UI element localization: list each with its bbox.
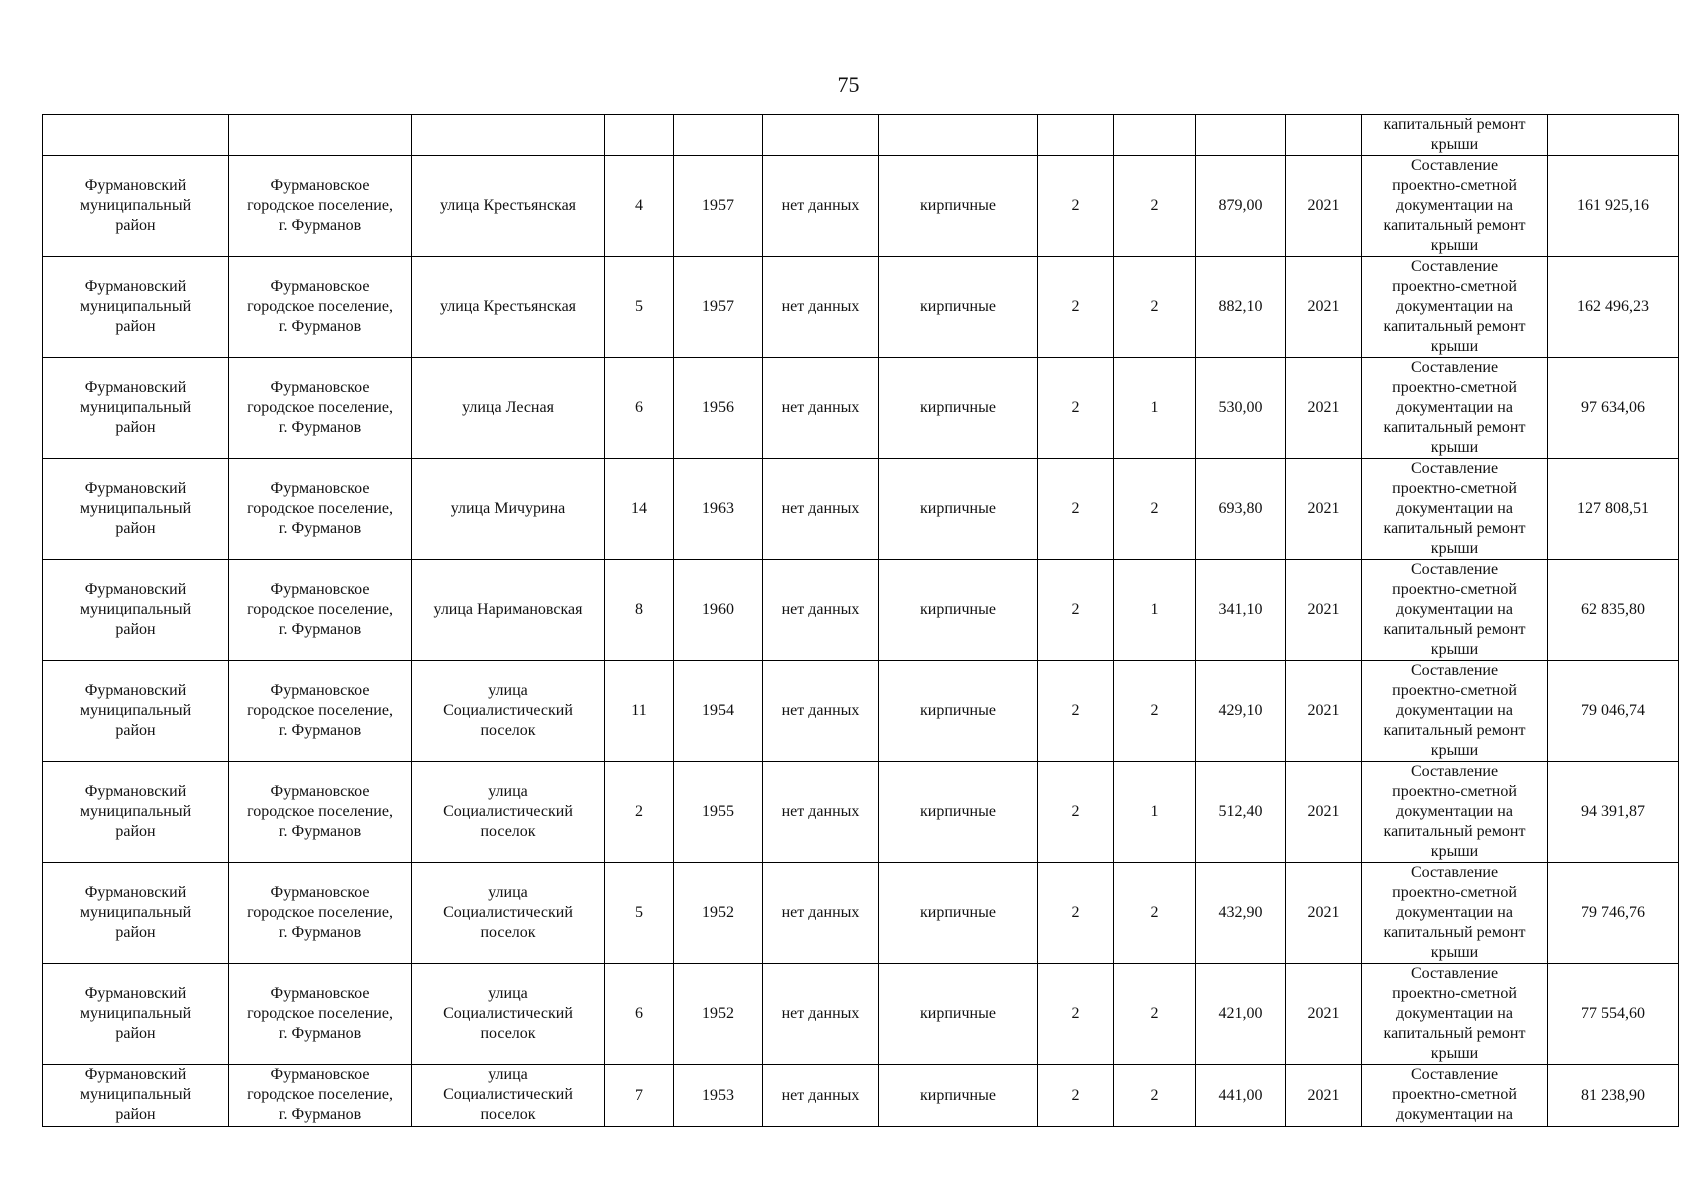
cell-cost: 127 808,51	[1548, 459, 1679, 560]
cell-house: 8	[605, 560, 674, 661]
cell-plan-year: 2021	[1286, 1065, 1362, 1127]
cell-district: Фурмановский муниципальный район	[43, 156, 229, 257]
cell-repair-year: нет данных	[763, 863, 879, 964]
cell-cost: 94 391,87	[1548, 762, 1679, 863]
cell-district: Фурмановский муниципальный район	[43, 1065, 229, 1127]
cell-district	[43, 115, 229, 156]
table-row	[43, 1065, 1679, 1127]
cell-house: 5	[605, 257, 674, 358]
cell-area: 882,10	[1196, 257, 1286, 358]
cell-area: 512,40	[1196, 762, 1286, 863]
cell-plan-year: 2021	[1286, 560, 1362, 661]
cell-year: 1954	[674, 661, 763, 762]
cell-entrances: 2	[1114, 459, 1196, 560]
cell-entrances: 2	[1114, 863, 1196, 964]
cell-settlement: Фурмановское городское поселение, г. Фурманов	[229, 661, 412, 762]
cell-floors: 2	[1038, 358, 1114, 459]
cell-floors: 2	[1038, 560, 1114, 661]
cell-wall-material: кирпичные	[879, 257, 1038, 358]
cell-cost: 81 238,90	[1548, 1065, 1679, 1127]
cell-year: 1955	[674, 762, 763, 863]
cell-work-type: Составление проектно-сметной документации на капитальный ремонт крыши	[1362, 358, 1548, 459]
cell-house: 5	[605, 863, 674, 964]
cell-area	[1196, 115, 1286, 156]
cell-district: Фурмановский муниципальный район	[43, 459, 229, 560]
cell-street: улица Крестьянская	[412, 257, 605, 358]
cell-entrances	[1114, 115, 1196, 156]
cell-house: 6	[605, 358, 674, 459]
cell-settlement: Фурмановское городское поселение, г. Фурманов	[229, 1065, 412, 1127]
cell-house: 6	[605, 964, 674, 1065]
cell-settlement: Фурмановское городское поселение, г. Фурманов	[229, 863, 412, 964]
cell-work-type: Составление проектно-сметной документации на капитальный ремонт крыши	[1362, 661, 1548, 762]
cell-district: Фурмановский муниципальный район	[43, 863, 229, 964]
cell-work-type: Составление проектно-сметной документации на капитальный ремонт крыши	[1362, 156, 1548, 257]
cell-floors	[1038, 115, 1114, 156]
cell-repair-year	[763, 115, 879, 156]
cell-cost: 77 554,60	[1548, 964, 1679, 1065]
cell-plan-year: 2021	[1286, 459, 1362, 560]
cell-wall-material: кирпичные	[879, 964, 1038, 1065]
cell-district: Фурмановский муниципальный район	[43, 964, 229, 1065]
cell-repair-year: нет данных	[763, 156, 879, 257]
cell-cost: 97 634,06	[1548, 358, 1679, 459]
cell-street: улица Крестьянская	[412, 156, 605, 257]
table-row	[43, 560, 1679, 661]
cell-wall-material: кирпичные	[879, 358, 1038, 459]
cell-district: Фурмановский муниципальный район	[43, 560, 229, 661]
table-row	[43, 257, 1679, 358]
cell-repair-year: нет данных	[763, 964, 879, 1065]
cell-district: Фурмановский муниципальный район	[43, 257, 229, 358]
cell-repair-year: нет данных	[763, 762, 879, 863]
cell-settlement: Фурмановское городское поселение, г. Фурманов	[229, 560, 412, 661]
cell-settlement: Фурмановское городское поселение, г. Фурманов	[229, 156, 412, 257]
cell-wall-material: кирпичные	[879, 1065, 1038, 1127]
cell-settlement: Фурмановское городское поселение, г. Фурманов	[229, 257, 412, 358]
cell-year: 1963	[674, 459, 763, 560]
cell-street: улица Социалистический поселок	[412, 1065, 605, 1127]
cell-settlement	[229, 115, 412, 156]
cell-street: улица Социалистический поселок	[412, 661, 605, 762]
cell-plan-year: 2021	[1286, 762, 1362, 863]
cell-district: Фурмановский муниципальный район	[43, 762, 229, 863]
cell-cost: 62 835,80	[1548, 560, 1679, 661]
cell-entrances: 2	[1114, 661, 1196, 762]
cell-settlement: Фурмановское городское поселение, г. Фурманов	[229, 358, 412, 459]
table-row	[43, 863, 1679, 964]
table-row	[43, 964, 1679, 1065]
table-row	[43, 156, 1679, 257]
cell-house: 4	[605, 156, 674, 257]
cell-street: улица Мичурина	[412, 459, 605, 560]
cell-floors: 2	[1038, 661, 1114, 762]
cell-repair-year: нет данных	[763, 560, 879, 661]
cell-house: 11	[605, 661, 674, 762]
cell-work-type: Составление проектно-сметной документации на капитальный ремонт крыши	[1362, 964, 1548, 1065]
cell-plan-year: 2021	[1286, 964, 1362, 1065]
cell-plan-year: 2021	[1286, 863, 1362, 964]
cell-cost: 162 496,23	[1548, 257, 1679, 358]
cell-area: 879,00	[1196, 156, 1286, 257]
cell-settlement: Фурмановское городское поселение, г. Фурманов	[229, 459, 412, 560]
cell-entrances: 2	[1114, 1065, 1196, 1127]
cell-floors: 2	[1038, 156, 1114, 257]
cell-plan-year: 2021	[1286, 156, 1362, 257]
cell-repair-year: нет данных	[763, 257, 879, 358]
cell-plan-year: 2021	[1286, 358, 1362, 459]
table-row	[43, 762, 1679, 863]
cell-work-type: Составление проектно-сметной документации на капитальный ремонт крыши	[1362, 762, 1548, 863]
cell-entrances: 2	[1114, 257, 1196, 358]
cell-work-type: Составление проектно-сметной документации на капитальный ремонт крыши	[1362, 560, 1548, 661]
cell-work-type: капитальный ремонт крыши	[1362, 115, 1548, 156]
cell-area: 530,00	[1196, 358, 1286, 459]
cell-wall-material: кирпичные	[879, 863, 1038, 964]
cell-wall-material: кирпичные	[879, 156, 1038, 257]
cell-repair-year: нет данных	[763, 358, 879, 459]
cell-year: 1956	[674, 358, 763, 459]
cell-year: 1957	[674, 156, 763, 257]
cell-entrances: 1	[1114, 560, 1196, 661]
cell-work-type: Составление проектно-сметной документации на	[1362, 1065, 1548, 1127]
cell-entrances: 2	[1114, 964, 1196, 1065]
cell-floors: 2	[1038, 762, 1114, 863]
cell-cost: 79 046,74	[1548, 661, 1679, 762]
page-number: 75	[837, 72, 860, 97]
cell-area: 429,10	[1196, 661, 1286, 762]
cell-year	[674, 115, 763, 156]
cell-floors: 2	[1038, 459, 1114, 560]
cell-wall-material: кирпичные	[879, 560, 1038, 661]
cell-plan-year	[1286, 115, 1362, 156]
cell-entrances: 1	[1114, 358, 1196, 459]
cell-area: 441,00	[1196, 1065, 1286, 1127]
cell-cost: 161 925,16	[1548, 156, 1679, 257]
table-row	[43, 459, 1679, 560]
cell-entrances: 1	[1114, 762, 1196, 863]
cell-street: улица Социалистический поселок	[412, 762, 605, 863]
table-row	[43, 661, 1679, 762]
cell-year: 1952	[674, 863, 763, 964]
cell-house	[605, 115, 674, 156]
cell-house: 7	[605, 1065, 674, 1127]
cell-year: 1953	[674, 1065, 763, 1127]
cell-repair-year: нет данных	[763, 1065, 879, 1127]
cell-area: 432,90	[1196, 863, 1286, 964]
cell-cost: 79 746,76	[1548, 863, 1679, 964]
cell-wall-material	[879, 115, 1038, 156]
cell-settlement: Фурмановское городское поселение, г. Фурманов	[229, 762, 412, 863]
cell-plan-year: 2021	[1286, 661, 1362, 762]
table-row	[43, 358, 1679, 459]
cell-repair-year: нет данных	[763, 459, 879, 560]
cell-floors: 2	[1038, 257, 1114, 358]
table-body	[43, 115, 1679, 1127]
cell-floors: 2	[1038, 964, 1114, 1065]
cell-work-type: Составление проектно-сметной документации на капитальный ремонт крыши	[1362, 863, 1548, 964]
table-row-continued	[43, 115, 1679, 156]
cell-year: 1960	[674, 560, 763, 661]
cell-plan-year: 2021	[1286, 257, 1362, 358]
cell-street: улица Наримановская	[412, 560, 605, 661]
cell-work-type: Составление проектно-сметной документации на капитальный ремонт крыши	[1362, 257, 1548, 358]
cell-district: Фурмановский муниципальный район	[43, 358, 229, 459]
cell-floors: 2	[1038, 863, 1114, 964]
cell-area: 421,00	[1196, 964, 1286, 1065]
cell-area: 693,80	[1196, 459, 1286, 560]
cell-settlement: Фурмановское городское поселение, г. Фурманов	[229, 964, 412, 1065]
cell-street: улица Лесная	[412, 358, 605, 459]
cell-district: Фурмановский муниципальный район	[43, 661, 229, 762]
cell-floors: 2	[1038, 1065, 1114, 1127]
cell-year: 1952	[674, 964, 763, 1065]
cell-street	[412, 115, 605, 156]
cell-wall-material: кирпичные	[879, 661, 1038, 762]
cell-wall-material: кирпичные	[879, 459, 1038, 560]
cell-house: 14	[605, 459, 674, 560]
cell-street: улица Социалистический поселок	[412, 964, 605, 1065]
cell-area: 341,10	[1196, 560, 1286, 661]
cell-work-type: Составление проектно-сметной документации на капитальный ремонт крыши	[1362, 459, 1548, 560]
cell-repair-year: нет данных	[763, 661, 879, 762]
cell-entrances: 2	[1114, 156, 1196, 257]
cell-house: 2	[605, 762, 674, 863]
cell-street: улица Социалистический поселок	[412, 863, 605, 964]
cell-year: 1957	[674, 257, 763, 358]
cell-wall-material: кирпичные	[879, 762, 1038, 863]
housing-repair-table	[42, 114, 1679, 1127]
cell-cost	[1548, 115, 1679, 156]
